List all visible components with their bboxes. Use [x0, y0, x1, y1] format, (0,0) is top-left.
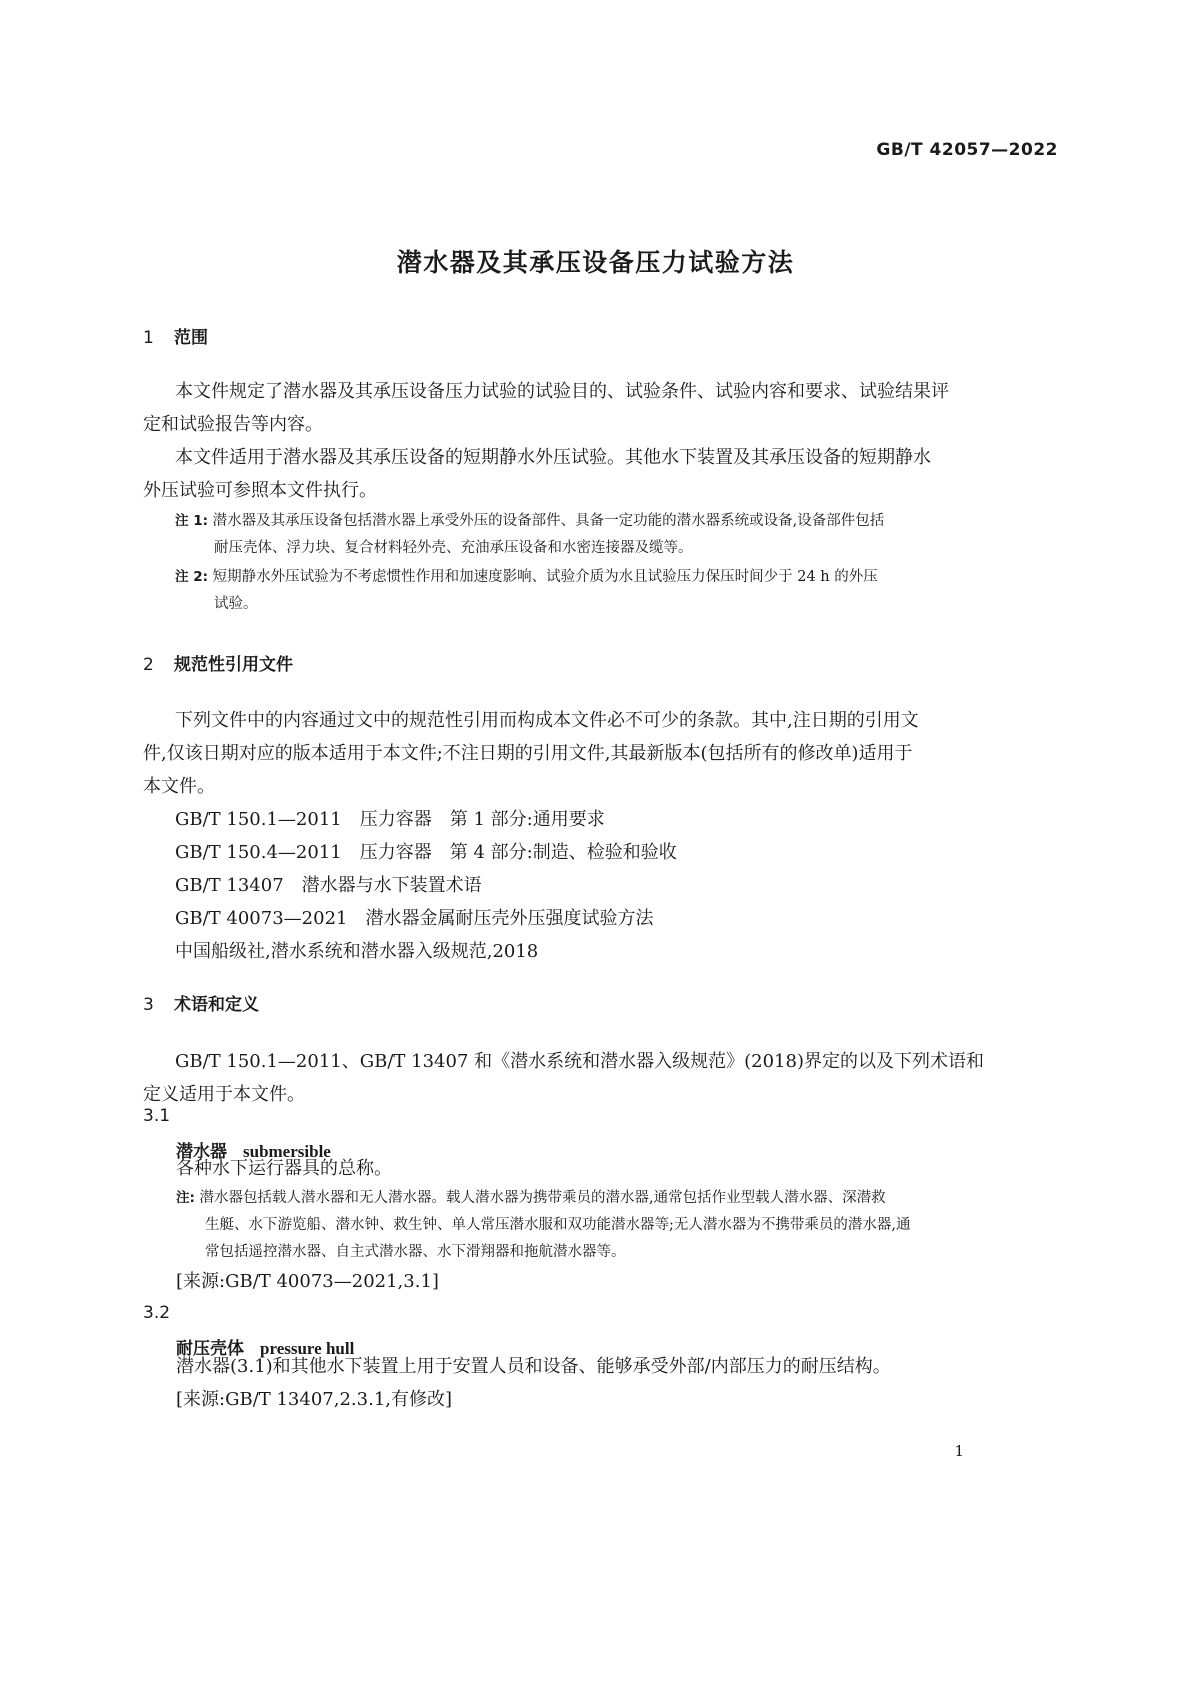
paragraph-line: 定义适用于本文件。: [143, 1084, 305, 1105]
note-line: [175, 508, 884, 535]
paragraph-line: 本文件适用于潜水器及其承压设备的短期静水外压试验。其他水下装置及其承压设备的短期静水: [175, 447, 931, 468]
term-en: submersible: [243, 1142, 331, 1161]
note-line: [176, 1185, 886, 1212]
term-number: 3.2: [143, 1303, 171, 1323]
term-source: [来源:GB/T 13407,2.3.1,有修改]: [176, 1389, 453, 1410]
term-zh: 耐压壳体: [176, 1339, 244, 1359]
term-zh: 潜水器: [176, 1142, 227, 1162]
standard-code: GB/T 42057—2022: [876, 140, 1058, 160]
term-definition: 潜水器(3.1)和其他水下装置上用于安置人员和设备、能够承受外部/内部压力的耐压结构。: [176, 1356, 891, 1377]
note-line: [175, 564, 878, 591]
page-number: 1: [954, 1442, 964, 1460]
term-source: [来源:GB/T 40073—2021,3.1]: [176, 1271, 439, 1292]
reference-item: 中国船级社,潜水系统和潜水器入级规范,2018: [175, 941, 539, 962]
reference-item: GB/T 13407 潜水器与水下装置术语: [175, 875, 482, 896]
section-number: 2: [143, 655, 154, 675]
reference-item: GB/T 150.1—2011 压力容器 第 1 部分:通用要求: [175, 809, 605, 830]
note-label: 注 1:: [175, 513, 208, 529]
note-line: 耐压壳体、浮力块、复合材料轻外壳、充油承压设备和水密连接器及缆等。: [214, 540, 693, 556]
note-label: 注:: [176, 1190, 195, 1206]
section-3-heading: [143, 990, 259, 1015]
reference-item: GB/T 40073—2021 潜水器金属耐压壳外压强度试验方法: [175, 908, 654, 929]
section-title: 规范性引用文件: [174, 655, 293, 675]
section-title: 范围: [174, 328, 208, 348]
note-line: 生艇、水下游览船、潜水钟、救生钟、单人常压潜水服和双功能潜水器等;无人潜水器为不携带乘员的潜水器,通: [205, 1217, 911, 1233]
paragraph-line: 本文件。: [143, 776, 215, 797]
term-number: 3.1: [143, 1106, 171, 1126]
paragraph-line: 下列文件中的内容通过文中的规范性引用而构成本文件必不可少的条款。其中,注日期的引用文: [175, 710, 919, 731]
paragraph-line: 外压试验可参照本文件执行。: [143, 480, 377, 501]
term-en: pressure hull: [260, 1339, 355, 1358]
paragraph-line: 定和试验报告等内容。: [143, 414, 323, 435]
section-1-heading: [143, 323, 208, 348]
note-text: 潜水器及其承压设备包括潜水器上承受外压的设备部件、具备一定功能的潜水器系统或设备,设备部件包括: [212, 513, 885, 529]
section-2-heading: [143, 650, 293, 675]
reference-item: GB/T 150.4—2011 压力容器 第 4 部分:制造、检验和验收: [175, 842, 677, 863]
note-label: 注 2:: [175, 569, 208, 585]
note-line: 试验。: [214, 596, 258, 612]
note-text: 潜水器包括载人潜水器和无人潜水器。载人潜水器为携带乘员的潜水器,通常包括作业型载人潜水器、深潜救: [199, 1190, 886, 1206]
paragraph-line: 件,仅该日期对应的版本适用于本文件;不注日期的引用文件,其最新版本(包括所有的修改单)适用于: [143, 743, 913, 764]
document-title: 潜水器及其承压设备压力试验方法: [396, 248, 795, 277]
section-title: 术语和定义: [174, 995, 259, 1015]
section-number: 1: [143, 328, 154, 348]
paragraph-line: GB/T 150.1—2011、GB/T 13407 和《潜水系统和潜水器入级规范》(2018)界定的以及下列术语和: [175, 1051, 984, 1072]
note-text: 短期静水外压试验为不考虑惯性作用和加速度影响、试验介质为水且试验压力保压时间少于 24 h 的外压: [212, 569, 878, 585]
paragraph-line: 本文件规定了潜水器及其承压设备压力试验的试验目的、试验条件、试验内容和要求、试验结果评: [175, 381, 949, 402]
section-number: 3: [143, 995, 154, 1015]
note-line: 常包括遥控潜水器、自主式潜水器、水下滑翔器和拖航潜水器等。: [205, 1244, 626, 1260]
term-definition: 各种水下运行器具的总称。: [176, 1158, 392, 1179]
